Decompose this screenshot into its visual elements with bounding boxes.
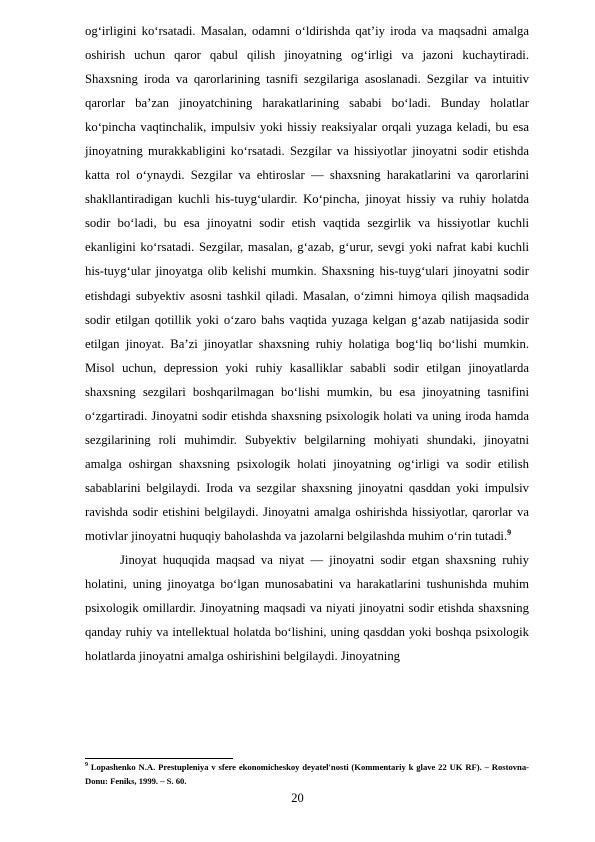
body-text: [85, 19, 529, 668]
footnote-number: 9: [85, 762, 88, 769]
footnote: [85, 761, 529, 788]
footnote-text: Lopashenko N.A. Prestupleniya v sfere ekonomicheskoy deyatel'nosti (Kommentariy k glave 22 UK RF). – Rostovna-Donu: Feniks, 1999. – S. 60.: [85, 762, 529, 786]
paragraph-text: Jinoyat huquqida maqsad va niyat — jinoyatni sodir etgan shaxsning ruhiy holatini, uning jinoyatga boʻlgan munosabatini va harakatlarini tushunishda muhim psixologik omillardir. Jinoyatning maqsadi va niyati jinoyatni sodir etishda shaxsning qanday ruhiy va intellektual holatda boʻlishini, uning qasddan yoki boshqa psixologik holatlarda jinoyatni amalga oshirishini belgilaydi. Jinoyatning: [85, 553, 529, 664]
paragraph: [85, 19, 529, 548]
paragraph: [85, 548, 529, 668]
page-number: 20: [291, 791, 304, 805]
footnote-divider: [85, 758, 233, 759]
footnote-reference[interactable]: 9: [507, 527, 512, 537]
paragraph-text: ogʻirligini koʻrsatadi. Masalan, odamni oʻldirishda qatʼiy iroda va maqsadni amalga oshirish uchun qaror qabul qilish jinoyatning ogʻirligi va jazoni kuchaytiradi. Shaxsning iroda va qarorlarining tasnifi sezgilariga asoslanadi. Sezgilar va intuitiv qarorlar baʼzan jinoyatchining harakatlarining sababi boʻladi. Bunday holatlar koʻpincha vaqtinchalik, impulsiv yoki hissiy reaksiyalar orqali yuzaga keladi, bu esa jinoyatning murakkabligini koʻrsatadi. Sezgilar va hissiyotlar jinoyatni sodir etishda katta rol oʻynaydi. Sezgilar va ehtiroslar — shaxsning harakatlarini va qarorlarini shakllantiradigan kuchli his-tuygʻulardir. Koʻpincha, jinoyat hissiy va ruhiy holatda sodir boʻladi, bu esa jinoyatni sodir etish vaqtida sezgirlik va hissiyotlar kuchli ekanligini koʻrsatadi. Sezgilar, masalan, gʻazab, gʻurur, sevgi yoki nafrat kabi kuchli his-tuygʻular jinoyatga olib kelishi mumkin. Shaxsning his-tuygʻulari jinoyatni sodir etishdagi subyektiv asosni tashkil qiladi. Masalan, oʻzimni himoya qilish maqsadida sodir etilgan qotillik yoki oʻzaro bahs vaqtida yuzaga kelgan gʻazab natijasida sodir etilgan jinoyat. Baʼzi jinoyatlar shaxsning ruhiy holatiga bogʻliq boʻlishi mumkin. Misol uchun, depression yoki ruhiy kasalliklar sababli sodir etilgan jinoyatlarda shaxsning sezgilari boshqarilmagan boʻlishi mumkin, bu esa jinoyatning tasnifini oʻzgartiradi. Jinoyatni sodir etishda shaxsning psixologik holati va uning iroda hamda sezgilarining roli muhimdir. Subyektiv belgilarning mohiyati shundaki, jinoyatni amalga oshirgan shaxsning psixologik holati jinoyatning ogʻirligi va sodir etilish sabablarini belgilaydi. Iroda va sezgilar shaxsning jinoyatni qasddan yoki impulsiv ravishda sodir etishini belgilaydi. Jinoyatni amalga oshirishda hissiyotlar, qarorlar va motivlar jinoyatni huquqiy baholashda va jazolarni belgilashda muhim oʻrin tutadi.: [85, 24, 529, 543]
